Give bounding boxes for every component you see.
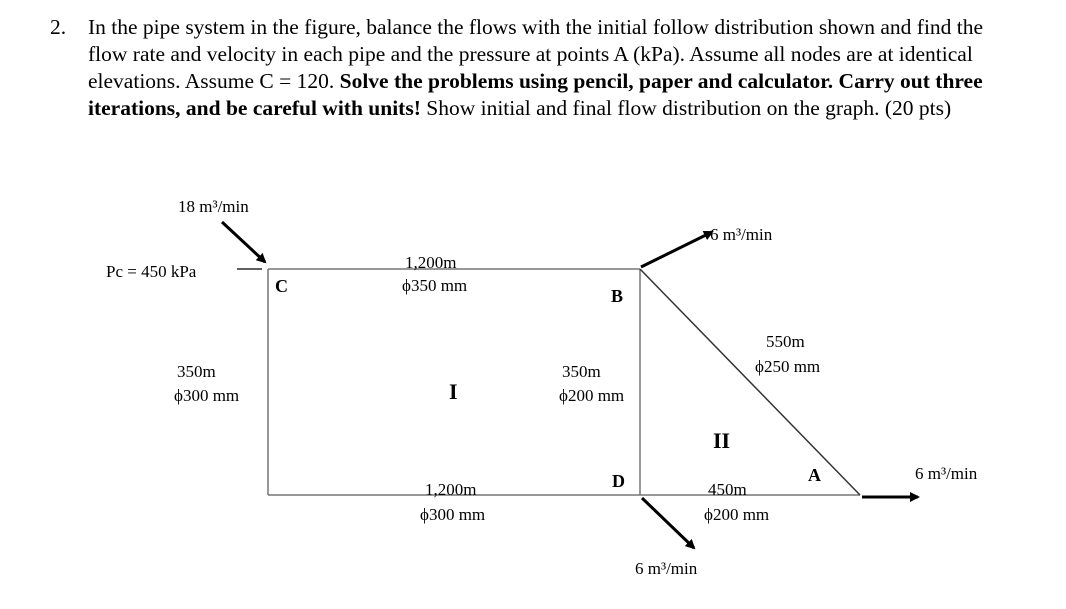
pipe-ba-length: 550m: [766, 332, 805, 351]
pipe-bd-length: 350m: [562, 362, 601, 381]
outflow-b-label: 6 m³/min: [710, 225, 773, 244]
pipe-da-length: 450m: [708, 480, 747, 499]
outflow-a-label: 6 m³/min: [915, 464, 978, 483]
outflow-d-arrow: [642, 498, 694, 548]
node-d-label: D: [612, 471, 625, 491]
pressure-c-label: Pc = 450 kPa: [106, 262, 197, 281]
pipe-cb-diameter: ϕ350 mm: [402, 276, 468, 295]
pipe-bd-diameter: ϕ200 mm: [559, 386, 625, 405]
pipe-ba-diameter: ϕ250 mm: [755, 357, 821, 376]
pipe-c-left-diameter: ϕ300 mm: [174, 386, 240, 405]
outflow-d-label: 6 m³/min: [635, 559, 698, 578]
node-b-label: B: [611, 286, 624, 306]
inflow-c-arrow: [222, 222, 265, 262]
node-a-label: A: [808, 465, 821, 485]
pipe-c-left-length: 350m: [177, 362, 216, 381]
problem-text-a: In the pipe system in the figure, balance the flows with the initial follow distribution shown and find the flow rate and velocity in each pipe and the pressure at points A (kPa). Assume all nodes are at identical elevations. Assume C = 120.: [88, 15, 984, 93]
pipe-ba: [640, 269, 860, 495]
loop-2-label: II: [713, 428, 731, 453]
problem-number: 2.: [50, 15, 67, 39]
node-c-label: C: [275, 276, 288, 296]
loop-1-label: I: [449, 379, 458, 404]
pipe-da-diameter: ϕ200 mm: [704, 505, 770, 524]
pipe-cd-diameter: ϕ300 mm: [420, 505, 486, 524]
pipe-cb-length: 1,200m: [405, 253, 457, 272]
problem-text-b: Show initial and final flow distribution on the graph. (20 pts): [420, 96, 952, 120]
outflow-b-arrow: [641, 232, 712, 267]
pipe-cd-length: 1,200m: [425, 480, 477, 499]
inflow-c-label: 18 m³/min: [178, 197, 249, 216]
problem-text-bold: Solve the problems using pencil, paper and calculator. Carry out three iterations, and be careful with units!: [88, 69, 983, 120]
